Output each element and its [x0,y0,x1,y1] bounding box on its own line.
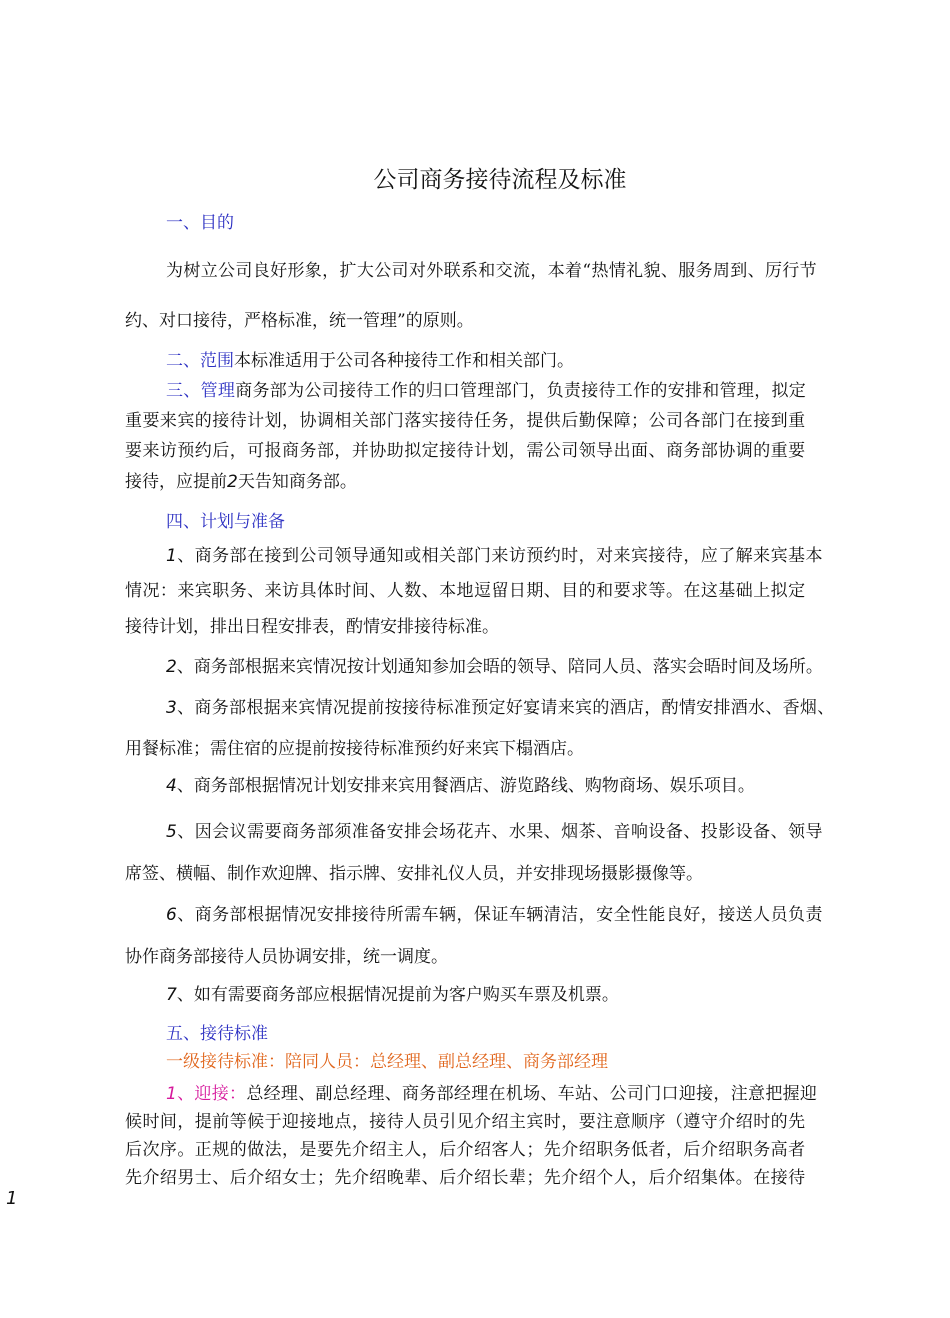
text-span: 、商务部根据来宾情况提前按接待标准预定好宴请来宾的酒店，酌情安排酒水、香烟、 [177,698,835,718]
section-heading-management: 三、管理 [166,381,236,401]
paragraph-line: 要来访预约后，可报商务部，并协助拟定接待计划，需公司领导出面、商务部协调的重要 [125,441,806,461]
list-item [166,820,823,844]
paragraph-line: 协作商务部接待人员协调安排，统一调度。 [125,947,448,967]
list-item [166,983,619,1007]
section-management [166,379,806,403]
paragraph-line: 后次序。正规的做法，是要先介绍主人，后介绍客人；先介绍职务低者，后介绍职务高者 [125,1140,806,1160]
item-number: 3 [166,698,178,718]
list-item [166,655,823,679]
scope-text: 本标准适用于公司各种接待工作和相关部门。 [234,351,574,371]
text-span: 、迎接： [177,1084,247,1104]
text-span: 、如有需要商务部应根据情况提前为客户购买车票及机票。 [176,985,619,1005]
item-number: 2 [166,657,177,677]
level-one-standard: 一级接待标准：陪同人员：总经理、副总经理、商务部经理 [166,1052,608,1072]
list-item [166,1082,817,1106]
page-number: 1 [6,1188,18,1209]
text-span: 、商务部根据情况计划安排来宾用餐酒店、游览路线、购物商场、娱乐项目。 [176,776,755,796]
paragraph-line: 席签、横幅、制作欢迎牌、指示牌、安排礼仪人员，并安排现场摄影摄像等。 [125,864,703,884]
paragraph-line: 情况：来宾职务、来访具体时间、人数、本地逗留日期、目的和要求等。在这基础上拟定 [125,581,806,601]
paragraph-line: 接待计划，排出日程安排表，酌情安排接待标准。 [125,617,499,637]
text-span: 天告知商务部。 [237,472,357,492]
section-heading-standards: 五、接待标准 [166,1024,268,1044]
number-span: 2 [227,472,238,492]
text-span: 、商务部在接到公司领导通知或相关部门来访预约时，对来宾接待，应了解来宾基本 [177,546,823,566]
item-number: 6 [166,905,178,925]
item-number: 7 [166,985,177,1005]
document-title: 公司商务接待流程及标准 [373,167,627,193]
paragraph-line [125,470,357,494]
text-span: 、因会议需要商务部须准备安排会场花卉、水果、烟茶、音响设备、投影设备、领导 [177,822,823,842]
text-span: 、商务部根据来宾情况按计划通知参加会晤的领导、陪同人员、落实会晤时间及场所。 [176,657,823,677]
item-number: 1 [166,1084,178,1104]
paragraph-line: 为树立公司良好形象，扩大公司对外联系和交流，本着“热情礼貌、服务周到、厉行节 [166,261,817,281]
paragraph-line: 商务部为公司接待工作的归口管理部门，负责接待工作的安排和管理，拟定 [235,381,807,401]
item-label [166,1084,246,1104]
paragraph-line: 约、对口接待，严格标准，统一管理”的原则。 [125,311,474,331]
item-number: 1 [166,546,178,566]
section-scope [166,349,574,373]
section-heading-scope: 二、范围 [166,351,234,371]
text-span: 、商务部根据情况安排接待所需车辆，保证车辆清洁，安全性能良好，接送人员负责 [177,905,823,925]
paragraph-line: 用餐标准；需住宿的应提前按接待标准预约好来宾下榻酒店。 [125,739,584,759]
item-number: 5 [166,822,178,842]
text-span: 接待，应提前 [125,472,227,492]
list-item [166,544,823,568]
section-heading-planning: 四、计划与准备 [166,512,285,532]
paragraph-line: 候时间，提前等候于迎接地点，接待人员引见介绍主宾时，要注意顺序（遵守介绍时的先 [125,1112,806,1132]
text-span: 总经理、副总经理、商务部经理在机场、车站、公司门口迎接，注意把握迎 [246,1084,818,1104]
list-item [166,696,835,720]
paragraph-line: 先介绍男士、后介绍女士；先介绍晚辈、后介绍长辈；先介绍个人，后介绍集体。在接待 [125,1168,806,1188]
list-item [166,903,823,927]
list-item [166,774,755,798]
section-heading-purpose: 一、目的 [166,213,234,233]
paragraph-line: 重要来宾的接待计划，协调相关部门落实接待任务，提供后勤保障；公司各部门在接到重 [125,411,806,431]
item-number: 4 [166,776,177,796]
